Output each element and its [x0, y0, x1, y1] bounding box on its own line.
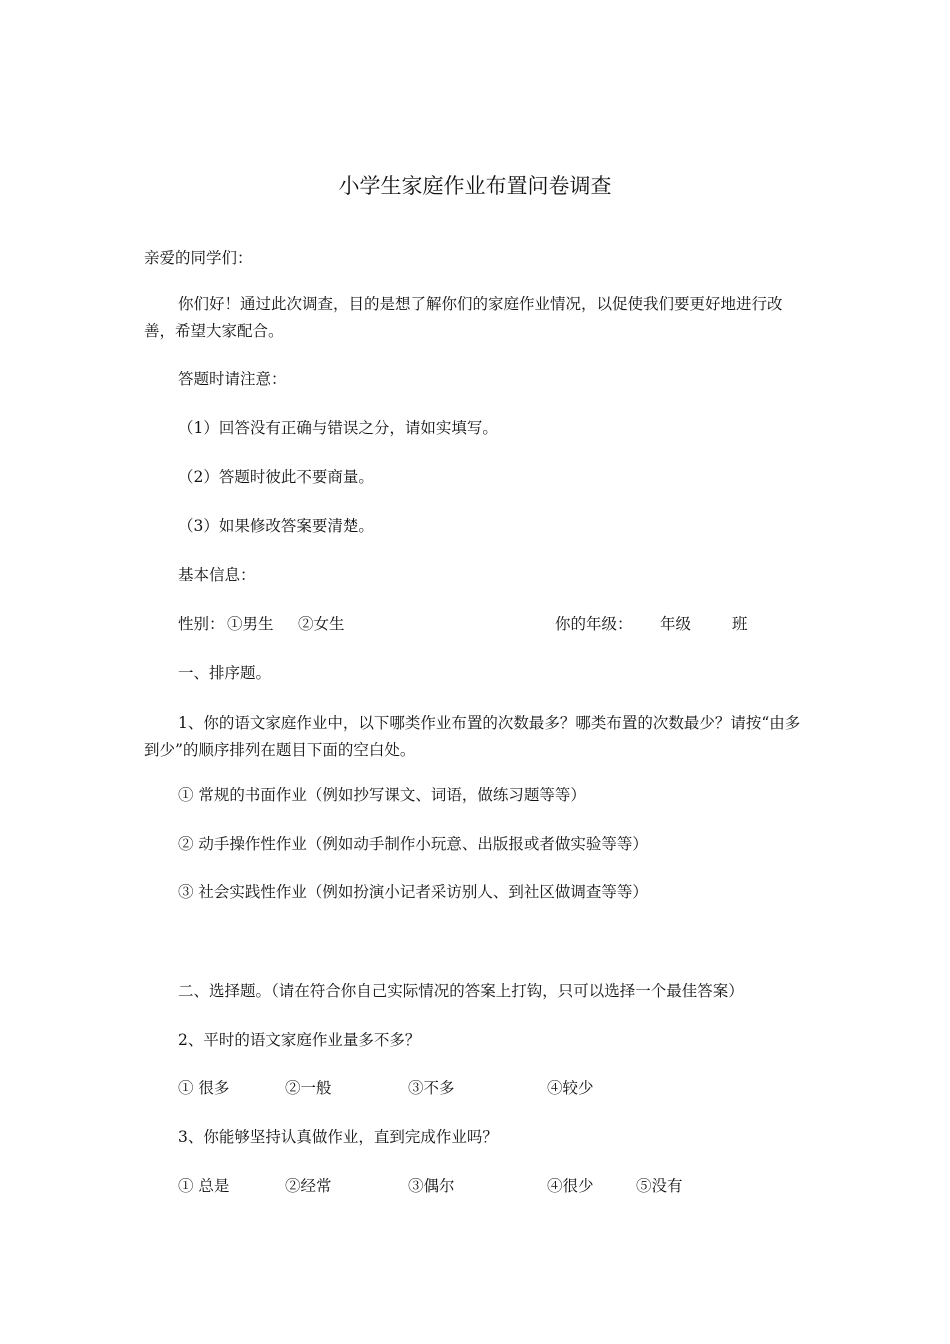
- question-1: 1、你的语文家庭作业中，以下哪类作业布置的次数最多？哪类布置的次数最少？请按“由多到少”的顺序排列在题目下面的空白处。: [144, 714, 801, 759]
- question-3-option[interactable]: ① 总是: [178, 1177, 230, 1195]
- question-2-option[interactable]: ④较少: [547, 1079, 594, 1097]
- intro-paragraph: 你们好！通过此次调查，目的是想了解你们的家庭作业情况，以促使我们要更好地进行改善，希望大家配合。: [144, 295, 783, 340]
- question-3-option[interactable]: ⑤没有: [636, 1177, 683, 1195]
- question-3-option[interactable]: ②经常: [285, 1177, 332, 1195]
- note-item: （1）回答没有正确与错误之分，请如实填写。: [178, 419, 498, 437]
- gender-option-male[interactable]: ①男生: [227, 615, 274, 633]
- page-title: 小学生家庭作业布置问卷调查: [338, 174, 612, 198]
- notes-heading: 答题时请注意：: [178, 370, 287, 388]
- question-2-option[interactable]: ②一般: [285, 1079, 332, 1097]
- question-2-option[interactable]: ① 很多: [178, 1079, 230, 1097]
- section1-heading: 一、排序题。: [178, 664, 272, 682]
- question-3-option[interactable]: ③偶尔: [408, 1177, 455, 1195]
- grade-label: 你的年级：: [555, 615, 633, 633]
- question-1-option: ② 动手操作性作业（例如动手制作小玩意、出版报或者做实验等等）: [178, 835, 648, 853]
- question-3: 3、你能够坚持认真做作业，直到完成作业吗？: [178, 1128, 498, 1146]
- gender-label: 性别：: [178, 615, 225, 633]
- note-item: （3）如果修改答案要清楚。: [178, 517, 374, 535]
- question-2: 2、平时的语文家庭作业量多不多？: [178, 1031, 421, 1049]
- basic-info-heading: 基本信息：: [178, 566, 256, 584]
- question-2-option[interactable]: ③不多: [408, 1079, 455, 1097]
- gender-option-female[interactable]: ②女生: [298, 615, 345, 633]
- question-3-option[interactable]: ④很少: [547, 1177, 594, 1195]
- section2-heading: 二、选择题。（请在符合你自己实际情况的答案上打钩，只可以选择一个最佳答案）: [178, 982, 744, 1000]
- question-1-option: ① 常规的书面作业（例如抄写课文、词语，做练习题等等）: [178, 786, 586, 804]
- grade-unit: 年级: [660, 615, 692, 633]
- greeting: 亲爱的同学们：: [144, 249, 253, 267]
- note-item: （2）答题时彼此不要商量。: [178, 468, 374, 486]
- class-unit: 班: [732, 615, 748, 633]
- question-1-option: ③ 社会实践性作业（例如扮演小记者采访别人、到社区做调查等等）: [178, 883, 648, 901]
